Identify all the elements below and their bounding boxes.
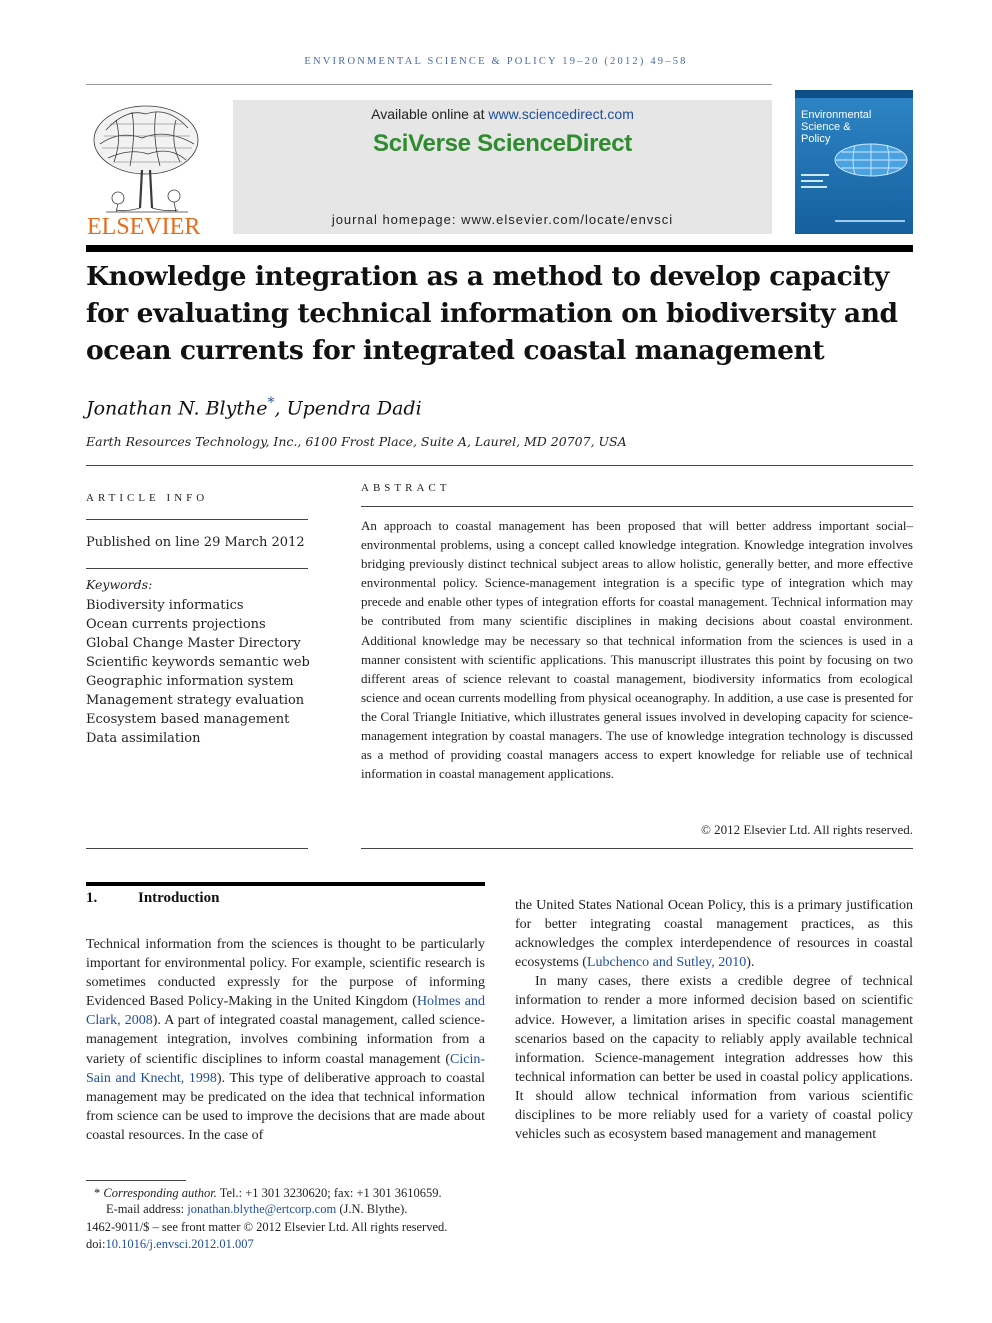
keyword: Data assimilation (86, 731, 201, 746)
journal-info-box (233, 100, 772, 234)
section-heading-introduction (86, 890, 219, 907)
keyword: Biodiversity informatics (86, 598, 244, 613)
body-column-right (515, 896, 913, 1144)
keyword: Ocean currents projections (86, 617, 266, 632)
citation-link[interactable]: Lubchenco and Sutley, 2010 (586, 955, 747, 971)
abstract-body: An approach to coastal management has been proposed that will better address important social–environmental problems, using a concept called knowledge integration. Knowledge integration involves bridging previously distinct technical subject areas to allow holistic, generally better, and more effective environmental policy. Science-management integration is a specific type of integration which may precede and enable other types of integration efforts for coastal management. Technical information may be contributed from many scientific disciplines in making decisions about coastal environment. Additional knowledge may be necessary so that technical information from the sciences is used in a manner consistent with scientific applications. This manuscript illustrates this point by focusing on two different areas of science relevant to coastal management, biodiversity informatics from ecological science and ocean currents modelling from physical oceanography. In addition, a use case is presented for the Coral Triangle Initiative, which illustrates general issues involved in developing capacity for science-management integration by coastal managers. The use of knowledge integration technology is discussed as a method of providing coastal managers access to expert knowledge for reliable use of technical information in coastal management applications. (361, 518, 913, 782)
paragraph: the United States National Ocean Policy, this is a primary justification for better integrating coastal management practices, as this acknowledges the complex interdependence of resources in coastal ecosystems (Lubchenco and Sutley, 2010). (515, 898, 913, 971)
keyword: Ecosystem based management (86, 712, 290, 727)
affiliation: Earth Resources Technology, Inc., 6100 Frost Place, Suite A, Laurel, MD 20707, USA (86, 434, 627, 449)
doi-line: doi:10.1016/j.envsci.2012.01.007 (86, 1237, 254, 1251)
svg-text:Science &: Science & (801, 121, 851, 133)
journal-cover[interactable] (795, 90, 913, 234)
author-name[interactable]: Jonathan N. Blythe (86, 397, 268, 420)
journal-cover-image (795, 90, 913, 234)
email-footnote: E-mail address: jonathan.blythe@ertcorp.com (J.N. Blythe). (106, 1202, 408, 1216)
keywords-label: Keywords: (86, 577, 153, 592)
sciencedirect-link[interactable]: www.sciencedirect.com (488, 106, 634, 122)
divider (86, 519, 308, 520)
footnote-rule (86, 1180, 186, 1181)
keyword: Geographic information system (86, 674, 294, 689)
divider (86, 848, 308, 849)
section-rule (86, 882, 485, 886)
header-rule (86, 84, 772, 85)
journal-homepage[interactable]: journal homepage: www.elsevier.com/locate/envsci (331, 212, 674, 227)
divider (86, 465, 913, 466)
footnote-marker: * (94, 1186, 101, 1200)
publication-date: Published on line 29 March 2012 (86, 535, 305, 550)
available-online: Available online at www.sciencedirect.com (371, 106, 634, 122)
divider (361, 506, 913, 507)
svg-text:Environmental: Environmental (801, 109, 872, 121)
section-number: 1. (86, 890, 98, 906)
doi-link[interactable]: 10.1016/j.envsci.2012.01.007 (105, 1237, 254, 1251)
keyword: Scientific keywords semantic web (86, 655, 310, 670)
corresponding-author-footnote: * Corresponding author. Tel.: +1 301 3230620; fax: +1 301 3610659. (94, 1186, 442, 1200)
email-link[interactable]: jonathan.blythe@ertcorp.com (187, 1202, 337, 1216)
paragraph: In many cases, there exists a credible degree of technical information to render a more informed decision based on scientific advice. However, a limitation arises in specific coastal management scenarios based on the capacity to reliably apply available technical information. Science-management integration addresses how this technical information can better be used in coastal policy applications. It should allow technical information from various scientific disciplines to be more reliably used for a variety of coastal policy vehicles such as ecosystem based management and management (515, 974, 913, 1143)
copyright-notice: © 2012 Elsevier Ltd. All rights reserved. (700, 822, 913, 837)
issn-line: 1462-9011/$ – see front matter © 2012 Elsevier Ltd. All rights reserved. (86, 1220, 448, 1234)
elsevier-tree-icon (86, 100, 208, 238)
keyword-list (86, 596, 316, 748)
abstract-heading: ABSTRACT (361, 482, 451, 494)
citation-link[interactable]: Holmes and Clark, 2008 (86, 994, 485, 1029)
keyword: Management strategy evaluation (86, 693, 305, 708)
elsevier-wordmark: ELSEVIER (87, 214, 201, 238)
section-title: Introduction (138, 890, 220, 906)
author-name[interactable]: Upendra Dadi (286, 397, 422, 420)
running-head: ENVIRONMENTAL SCIENCE & POLICY 19–20 (2012) 49–58 (304, 56, 688, 67)
divider (86, 568, 308, 569)
svg-text:Policy: Policy (801, 133, 831, 145)
body-column-left: Technical information from the sciences is thought to be particularly important for environmental policy. For example, scientific research is sometimes conducted expressly for the purpose of informing Evidenced Based Policy-Making in the United Kingdom (Holmes and Clark, 2008). A part of integrated coastal management, called science-management integration, involves combining information from a variety of scientific disciplines to inform coastal management (Cicin-Sain and Knecht, 1998). This type of deliberative approach to coastal management may be predicated on the idea that technical information from science can be used to improve the decisions that are made about coastal resources. In the case of (86, 937, 486, 1143)
author-list: Jonathan N. Blythe*, Upendra Dadi (86, 395, 422, 420)
divider (361, 848, 913, 849)
keyword: Global Change Master Directory (86, 636, 301, 651)
globe-icon (835, 144, 907, 176)
article-title: Knowledge integration as a method to develop capacity for evaluating technical information on biodiversity and ocean currents for integrated coastal management (86, 261, 898, 366)
citation-link[interactable]: Cicin-Sain and Knecht, 1998 (86, 1051, 485, 1086)
platform-name: SciVerse ScienceDirect (373, 130, 632, 157)
article-info-heading: ARTICLE INFO (86, 492, 209, 504)
corresponding-author-marker[interactable]: * (267, 395, 275, 411)
elsevier-logo[interactable] (86, 100, 208, 238)
header-divider (86, 245, 913, 252)
